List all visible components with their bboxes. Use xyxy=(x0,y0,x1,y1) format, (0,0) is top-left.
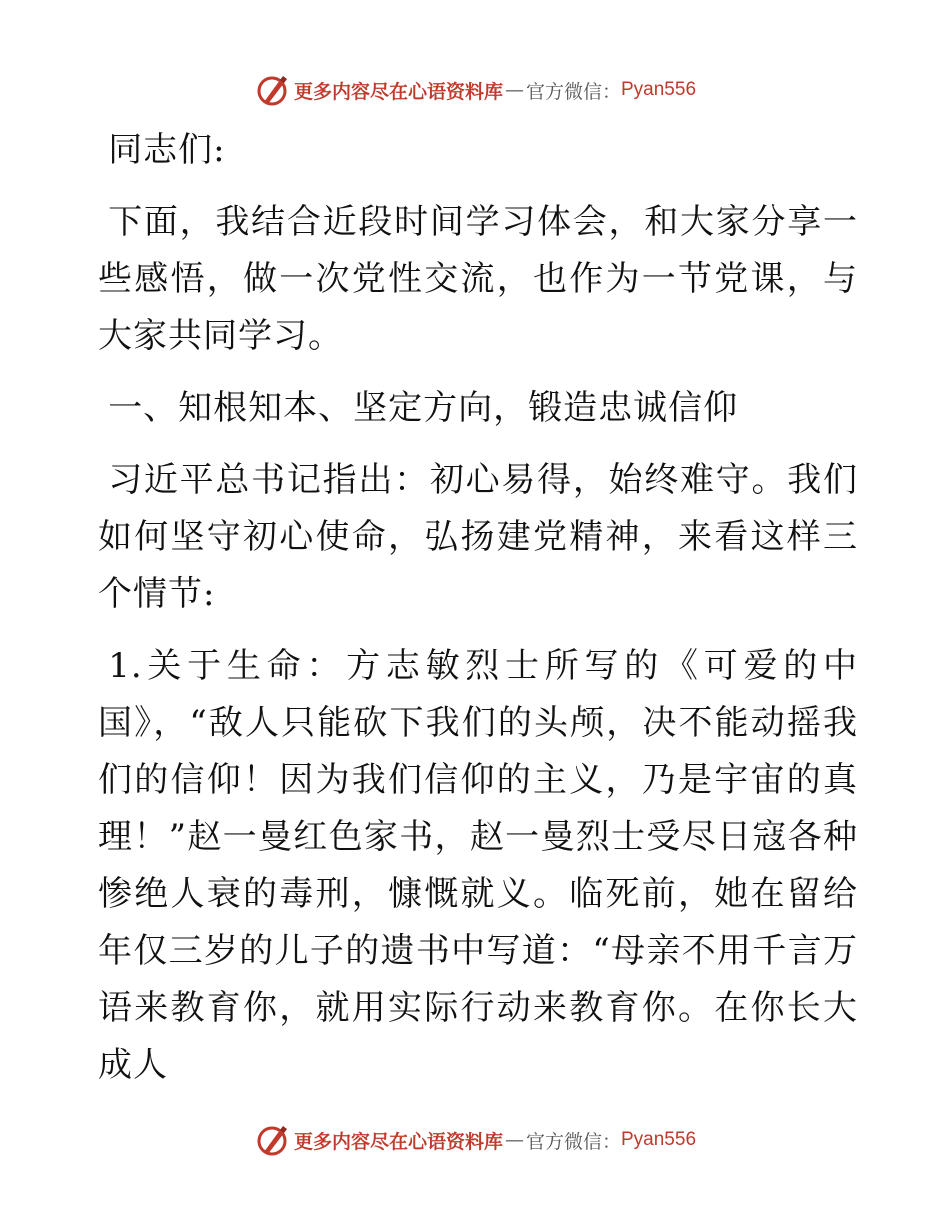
banner-wechat-id: Pyan556 xyxy=(621,79,697,100)
header-watermark-banner xyxy=(0,70,950,110)
banner-text: 更多内容尽在心语资料库 xyxy=(293,1130,503,1153)
banner-separator: — xyxy=(504,1129,524,1151)
document-body xyxy=(98,122,858,1109)
section-heading: 一、知根知本、坚定方向，锻造忠诚信仰 xyxy=(108,388,739,428)
paragraph-quote: 习近平总书记指出：初心易得，始终难守。我们如何坚守初心使命，弘扬建党精神，来看这样三个情节: xyxy=(98,460,858,614)
banner-wechat-label: 官方微信： xyxy=(525,80,621,103)
paragraph-item-1: 1.关于生命：方志敏烈士所写的《可爱的中国》，“敌人只能砍下我们的头颅，决不能动摇我们的信仰！因为我们信仰的主义，乃是宇宙的真理！”赵一曼红色家书，赵一曼烈士受尽日寇各种惨绝人衰的毒刑，慷慨就义。临死前，她在留给年仅三岁的儿子的遗书中写道：“母亲不用千言万语来教育你，就用实际行动来教育你。在你长大成人 xyxy=(98,646,858,1085)
banner-wechat-label: 官方微信： xyxy=(525,1130,621,1153)
paragraph-intro: 下面，我结合近段时间学习体会，和大家分享一些感悟，做一次党性交流，也作为一节党课，与大家共同学习。 xyxy=(98,202,858,356)
banner-text: 更多内容尽在心语资料库 xyxy=(293,80,503,103)
footer-watermark-banner xyxy=(0,1120,950,1160)
pen-logo-icon xyxy=(254,1122,290,1158)
banner-separator: — xyxy=(504,79,524,101)
banner-wechat-id: Pyan556 xyxy=(621,1129,697,1150)
salutation: 同志们: xyxy=(108,130,226,170)
pen-logo-icon xyxy=(254,72,290,108)
